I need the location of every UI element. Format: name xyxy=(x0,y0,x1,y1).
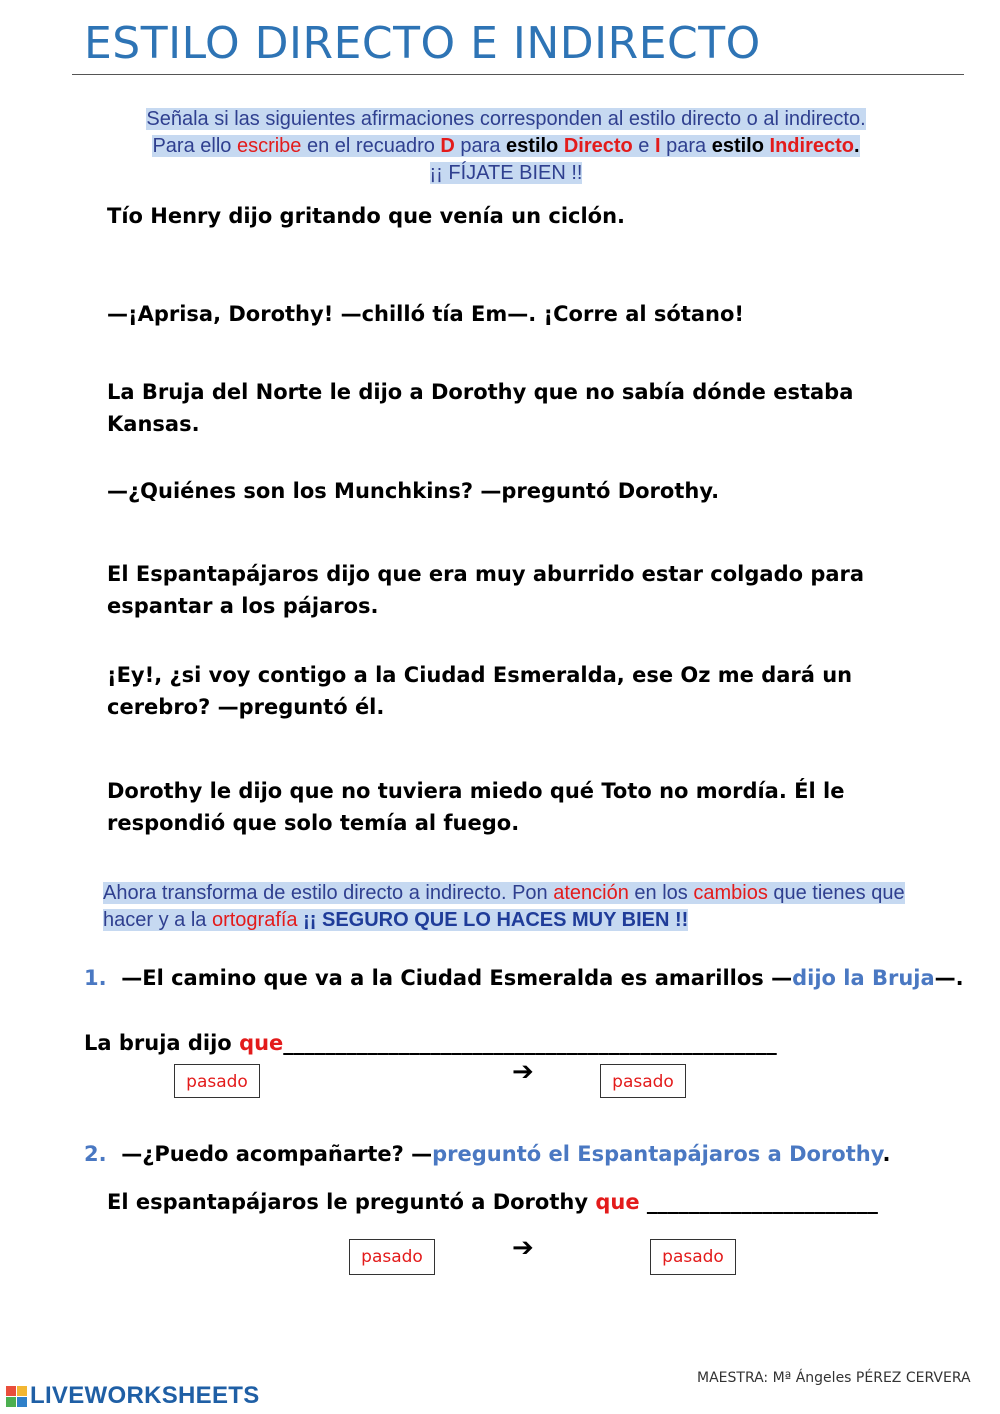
logo-text: LIVEWORKSHEETS xyxy=(30,1382,260,1409)
instr-keyword: Indirecto xyxy=(769,135,854,157)
answer-prefix: El espantapájaros le preguntó a Dorothy xyxy=(107,1190,596,1214)
exercise-end: —. xyxy=(934,966,964,990)
logo-blocks-icon xyxy=(6,1386,27,1407)
instr-keyword: escribe xyxy=(236,135,302,157)
instr2-text: que tienes que hacer y a la xyxy=(103,882,905,931)
title-divider xyxy=(72,74,964,75)
sentence-7: Dorothy le dijo que no tuviera miedo qué Toto no mordía. Él le respondió que solo temía al fuego. xyxy=(107,779,845,835)
instr-letter-d: D xyxy=(440,135,455,157)
instr-text: para xyxy=(454,135,507,157)
instructions-2 xyxy=(103,880,943,934)
instr-keyword: Directo xyxy=(563,135,633,157)
instr-text: estilo xyxy=(506,135,559,157)
sentence-5: El Espantapájaros dijo que era muy aburrido estar colgado para espantar a los pájaros. xyxy=(107,562,865,618)
exercise-2-box-left[interactable]: pasado xyxy=(349,1239,435,1275)
instr2-keyword: ortografía xyxy=(211,909,298,931)
instructions-line-3: ¡¡ FÍJATE BIEN !! xyxy=(429,162,583,184)
exercise-speaker: dijo la Bruja xyxy=(792,966,935,990)
arrow-right-icon: ➔ xyxy=(512,1232,534,1262)
sentence-2: —¡Aprisa, Dorothy! —chilló tía Em—. ¡Corre al sótano! xyxy=(107,302,745,326)
exercise-number: 2. xyxy=(84,1142,107,1166)
instr2-keyword: cambios xyxy=(693,882,768,904)
exercise-speaker: preguntó el Espantapájaros a Dorothy xyxy=(432,1142,883,1166)
answer-que: que xyxy=(239,1031,284,1055)
instr2-keyword: atención xyxy=(553,882,629,904)
exercise-1-answer-line xyxy=(84,1027,964,1059)
arrow-right-icon: ➔ xyxy=(512,1056,534,1086)
instr-text: Para ello xyxy=(152,135,237,157)
teacher-credit: MAESTRA: Mª Ángeles PÉREZ CERVERA xyxy=(697,1370,971,1386)
sentence-6: ¡Ey!, ¿si voy contigo a la Ciudad Esmeralda, ese Oz me dará un cerebro? —preguntó él. xyxy=(107,663,853,719)
exercise-quote: —El camino que va a la Ciudad Esmeralda es amarillos — xyxy=(121,966,793,990)
exercise-2-prompt xyxy=(84,1138,964,1170)
sentence-4: —¿Quiénes son los Munchkins? —preguntó Dorothy. xyxy=(107,479,720,503)
exercise-1-box-left[interactable]: pasado xyxy=(174,1064,260,1098)
sentence-3: La Bruja del Norte le dijo a Dorothy que no sabía dónde estaba Kansas. xyxy=(107,380,854,436)
page-title: ESTILO DIRECTO E INDIRECTO xyxy=(84,18,761,69)
instr2-text: en los xyxy=(628,882,694,904)
instr2-encouragement: ¡¡ SEGURO QUE LO HACES MUY BIEN !! xyxy=(297,909,689,931)
liveworksheets-logo[interactable] xyxy=(6,1378,260,1414)
exercise-2-box-right[interactable]: pasado xyxy=(650,1239,736,1275)
exercise-2-answer-line xyxy=(107,1186,967,1218)
instr-text: . xyxy=(853,135,860,157)
answer-blank[interactable]: _______________________________________________ xyxy=(283,1031,777,1055)
instr2-text: Ahora transforma de estilo directo a indirecto. Pon xyxy=(103,882,554,904)
exercise-1-box-right[interactable]: pasado xyxy=(600,1064,686,1098)
sentence-1: Tío Henry dijo gritando que venía un ciclón. xyxy=(107,204,626,228)
exercise-quote: —¿Puedo acompañarte? — xyxy=(121,1142,433,1166)
instr-letter-i: I xyxy=(655,135,661,157)
instructions-line-1: Señala si las siguientes afirmaciones corresponden al estilo directo o al indirecto. xyxy=(146,108,866,130)
exercise-1-prompt xyxy=(84,962,964,994)
instr-text: para xyxy=(660,135,712,157)
instructions-line-2 xyxy=(152,135,859,157)
answer-blank[interactable]: ______________________ xyxy=(639,1190,878,1214)
exercise-end: . xyxy=(882,1142,891,1166)
exercise-number: 1. xyxy=(84,966,107,990)
instructions-block xyxy=(80,106,932,187)
instr-text: estilo xyxy=(711,135,764,157)
answer-que: que xyxy=(595,1190,640,1214)
instr-text: en el recuadro xyxy=(301,135,441,157)
instr-text: e xyxy=(632,135,655,157)
answer-prefix: La bruja dijo xyxy=(84,1031,240,1055)
